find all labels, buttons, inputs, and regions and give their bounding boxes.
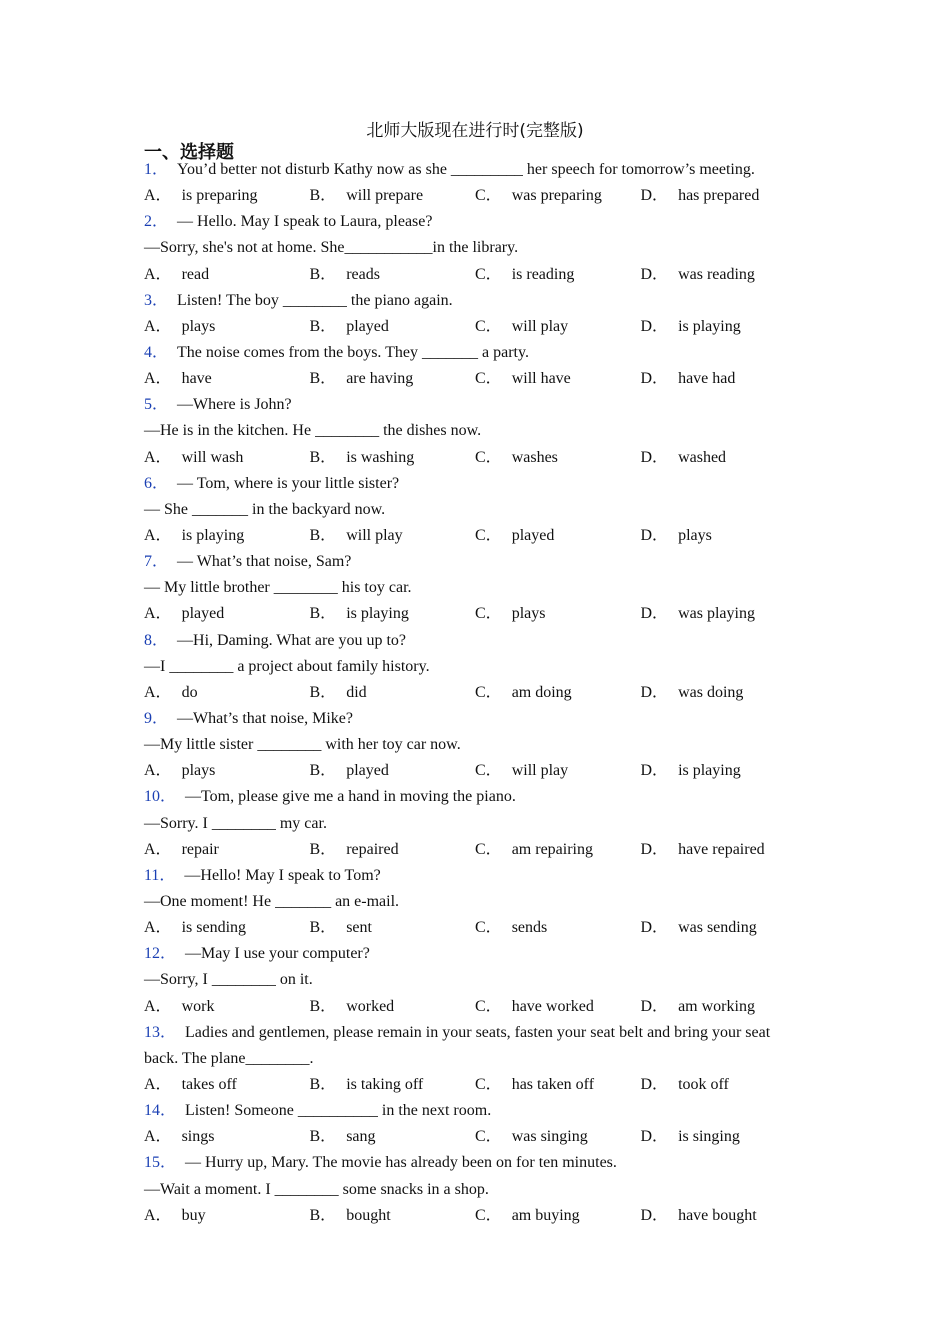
question-number: 5． [144, 396, 169, 414]
option-letter: A． [144, 840, 172, 858]
answer-options [144, 523, 804, 549]
question-number: 2． [144, 213, 169, 231]
option-letter: B． [309, 605, 337, 623]
answer-option-b[interactable] [310, 601, 476, 627]
question-item [144, 628, 804, 706]
option-letter: D． [640, 317, 669, 335]
answer-option-c[interactable] [475, 1203, 641, 1229]
question-item [144, 784, 804, 862]
option-text: bought [346, 1206, 391, 1224]
question-text: —May I use your computer? [185, 945, 370, 963]
answer-option-b[interactable] [310, 183, 476, 209]
option-text: played [346, 762, 389, 780]
question-item [144, 288, 804, 340]
option-letter: D． [640, 683, 669, 701]
question-text: —Hi, Daming. What are you up to? [177, 631, 406, 649]
section-heading: 一、选择题 [144, 142, 234, 163]
option-letter: C． [475, 1075, 502, 1093]
answer-option-a[interactable] [144, 915, 310, 941]
option-letter: A． [144, 265, 172, 283]
option-text: have bought [678, 1206, 757, 1224]
question-number: 3． [144, 291, 169, 309]
question-item [144, 209, 804, 287]
question-item [144, 1020, 804, 1098]
option-text: buy [181, 1206, 206, 1224]
option-letter: D． [640, 605, 669, 623]
question-stem [144, 628, 804, 654]
answer-option-a[interactable] [144, 314, 310, 340]
option-letter: A． [144, 370, 172, 388]
option-text: will play [511, 317, 569, 335]
answer-option-b[interactable] [310, 837, 476, 863]
option-text: played [511, 526, 555, 544]
answer-option-b[interactable] [310, 758, 476, 784]
option-letter: A． [144, 1075, 172, 1093]
answer-option-c[interactable] [475, 1124, 641, 1150]
question-dialogue-line [144, 575, 804, 601]
question-text: The noise comes from the boys. They _______ a party. [177, 343, 529, 361]
question-dialogue-line [144, 418, 804, 444]
question-stem [144, 1098, 804, 1124]
option-text: washed [678, 448, 727, 466]
option-text: sings [181, 1128, 215, 1146]
option-letter: B． [309, 187, 337, 205]
option-letter: C． [475, 605, 502, 623]
option-text: am repairing [511, 840, 593, 858]
option-letter: D． [640, 448, 669, 466]
option-letter: B． [309, 840, 337, 858]
question-stem [144, 784, 804, 810]
option-text: sends [511, 919, 548, 937]
question-text: — Tom, where is your little sister? [177, 474, 400, 492]
answer-option-d[interactable] [641, 1203, 807, 1229]
option-text: will have [511, 370, 571, 388]
answer-option-b[interactable] [310, 994, 476, 1020]
option-letter: C． [475, 919, 502, 937]
answer-option-a[interactable] [144, 1203, 310, 1229]
answer-option-a[interactable] [144, 994, 310, 1020]
question-stem [144, 340, 804, 366]
answer-option-b[interactable] [310, 1072, 476, 1098]
question-stem [144, 706, 804, 732]
answer-options [144, 758, 804, 784]
answer-options [144, 366, 804, 392]
option-text: has taken off [511, 1075, 595, 1093]
question-dialogue-line [144, 889, 804, 915]
option-letter: B． [309, 919, 337, 937]
question-number: 1． [144, 161, 169, 178]
option-text: have had [678, 370, 736, 388]
option-letter: C． [475, 448, 502, 466]
option-letter: A． [144, 919, 172, 937]
question-item [144, 157, 804, 209]
option-letter: B． [309, 762, 337, 780]
question-item [144, 471, 804, 549]
question-number: 15． [144, 1154, 177, 1172]
option-letter: B． [309, 317, 337, 335]
question-text: Ladies and gentlemen, please remain in your seats, fasten your seat belt and bring your seat back. The plane________. [144, 1023, 771, 1067]
option-text: washes [511, 448, 558, 466]
option-text: was sending [678, 919, 757, 937]
answer-option-c[interactable] [475, 262, 641, 288]
option-text: will wash [181, 448, 244, 466]
question-text: —Wait a moment. I ________ some snacks in a shop. [144, 1180, 489, 1198]
option-letter: C． [475, 1206, 502, 1224]
option-letter: C． [475, 265, 502, 283]
question-number: 9． [144, 709, 169, 727]
question-text: —What’s that noise, Mike? [177, 709, 353, 727]
option-text: is singing [678, 1128, 740, 1146]
option-text: is reading [511, 265, 575, 283]
option-text: sang [346, 1128, 376, 1146]
option-letter: D． [640, 762, 669, 780]
option-letter: D． [640, 526, 669, 544]
option-text: plays [678, 526, 712, 544]
question-text: —Where is John? [177, 396, 292, 414]
option-letter: C． [475, 1128, 502, 1146]
question-number: 8． [144, 631, 169, 649]
answer-options [144, 183, 804, 209]
question-stem [144, 209, 804, 235]
option-text: was doing [678, 683, 744, 701]
question-text: — Hello. May I speak to Laura, please? [177, 213, 433, 231]
answer-option-b[interactable] [310, 262, 476, 288]
option-text: worked [346, 997, 395, 1015]
page-title: 北师大版现在进行时(完整版) [366, 121, 584, 141]
question-text: — Hurry up, Mary. The movie has already been on for ten minutes. [185, 1154, 617, 1172]
option-letter: A． [144, 1206, 172, 1224]
option-text: is playing [346, 605, 409, 623]
question-text: Listen! The boy ________ the piano again. [177, 291, 453, 309]
answer-option-a[interactable] [144, 366, 310, 392]
question-stem [144, 288, 804, 314]
answer-option-a[interactable] [144, 1072, 310, 1098]
option-text: are having [346, 370, 414, 388]
answer-option-a[interactable] [144, 523, 310, 549]
answer-option-b[interactable] [310, 445, 476, 471]
option-letter: B． [309, 448, 337, 466]
option-letter: D． [640, 1128, 669, 1146]
answer-option-d[interactable] [641, 1124, 807, 1150]
option-text: plays [511, 605, 546, 623]
option-letter: A． [144, 605, 172, 623]
answer-option-d[interactable] [641, 994, 807, 1020]
question-item [144, 706, 804, 784]
option-letter: A． [144, 526, 172, 544]
question-dialogue-line [144, 235, 804, 261]
question-number: 11． [144, 866, 176, 884]
question-text: — She _______ in the backyard now. [144, 500, 386, 518]
answer-option-b[interactable] [310, 680, 476, 706]
answer-option-c[interactable] [475, 183, 641, 209]
option-letter: C． [475, 187, 502, 205]
option-text: played [346, 317, 389, 335]
option-text: takes off [181, 1075, 237, 1093]
question-dialogue-line [144, 1177, 804, 1203]
answer-option-d[interactable] [641, 523, 807, 549]
question-list [144, 157, 804, 1229]
question-stem [144, 471, 804, 497]
question-stem [144, 1150, 804, 1176]
question-text: Listen! Someone __________ in the next room. [185, 1102, 492, 1120]
question-item [144, 863, 804, 941]
answer-option-d[interactable] [641, 680, 807, 706]
option-text: plays [181, 762, 216, 780]
question-item [144, 340, 804, 392]
option-letter: C． [475, 317, 502, 335]
option-letter: C． [475, 370, 502, 388]
option-text: repair [181, 840, 219, 858]
option-text: took off [678, 1075, 729, 1093]
option-letter: B． [309, 1075, 337, 1093]
answer-options [144, 601, 804, 627]
answer-options [144, 1203, 804, 1229]
answer-option-d[interactable] [641, 314, 807, 340]
answer-option-c[interactable] [475, 758, 641, 784]
answer-option-a[interactable] [144, 680, 310, 706]
answer-option-d[interactable] [641, 758, 807, 784]
answer-options [144, 1072, 804, 1098]
option-text: played [181, 605, 225, 623]
answer-option-b[interactable] [310, 915, 476, 941]
option-letter: A． [144, 762, 172, 780]
question-text: —Sorry, she's not at home. She___________in the library. [144, 239, 519, 257]
option-letter: D． [640, 997, 669, 1015]
option-text: repaired [346, 840, 399, 858]
option-text: is playing [678, 762, 741, 780]
option-text: reads [346, 265, 380, 283]
question-number: 6． [144, 474, 169, 492]
option-text: has prepared [678, 187, 760, 205]
option-letter: D． [640, 840, 669, 858]
question-dialogue-line [144, 654, 804, 680]
question-item [144, 941, 804, 1019]
option-text: is washing [346, 448, 415, 466]
question-number: 7． [144, 553, 169, 571]
option-letter: D． [640, 919, 669, 937]
question-text: —I ________ a project about family history. [144, 657, 430, 675]
option-letter: A． [144, 317, 172, 335]
question-dialogue-line [144, 811, 804, 837]
option-letter: A． [144, 448, 172, 466]
answer-option-d[interactable] [641, 183, 807, 209]
option-letter: A． [144, 1128, 172, 1146]
option-text: have repaired [678, 840, 765, 858]
question-text: —Sorry, I ________ on it. [144, 971, 313, 989]
question-text: —Tom, please give me a hand in moving the piano. [185, 788, 516, 806]
answer-option-c[interactable] [475, 445, 641, 471]
answer-options [144, 915, 804, 941]
option-letter: D． [640, 1075, 669, 1093]
option-text: was playing [678, 605, 755, 623]
question-text: —Sorry. I ________ my car. [144, 814, 327, 832]
question-number: 14． [144, 1102, 177, 1120]
question-dialogue-line [144, 967, 804, 993]
question-dialogue-line [144, 732, 804, 758]
question-text: — What’s that noise, Sam? [177, 553, 352, 571]
question-text: — My little brother ________ his toy car. [144, 579, 412, 597]
option-text: was reading [678, 265, 755, 283]
option-letter: C． [475, 526, 502, 544]
option-text: read [181, 265, 210, 283]
answer-option-c[interactable] [475, 680, 641, 706]
answer-options [144, 994, 804, 1020]
option-letter: B． [309, 1206, 337, 1224]
option-text: will play [511, 762, 569, 780]
question-dialogue-line [144, 497, 804, 523]
answer-option-b[interactable] [310, 366, 476, 392]
question-number: 10． [144, 788, 177, 806]
option-text: is playing [181, 526, 245, 544]
answer-option-c[interactable] [475, 915, 641, 941]
option-letter: C． [475, 683, 502, 701]
option-letter: B． [309, 997, 337, 1015]
question-stem [144, 1020, 804, 1072]
answer-option-d[interactable] [641, 837, 807, 863]
question-stem [144, 392, 804, 418]
question-item [144, 549, 804, 627]
option-text: have worked [511, 997, 594, 1015]
option-text: is preparing [181, 187, 258, 205]
question-item [144, 1098, 804, 1150]
answer-option-b[interactable] [310, 1124, 476, 1150]
question-item [144, 392, 804, 470]
option-text: sent [346, 919, 372, 937]
answer-option-a[interactable] [144, 183, 310, 209]
question-stem [144, 549, 804, 575]
question-stem [144, 863, 804, 889]
option-letter: C． [475, 997, 502, 1015]
option-text: was preparing [511, 187, 602, 205]
answer-options [144, 680, 804, 706]
option-letter: C． [475, 762, 502, 780]
answer-option-a[interactable] [144, 445, 310, 471]
option-text: was singing [511, 1128, 588, 1146]
option-letter: B． [309, 526, 337, 544]
answer-option-d[interactable] [641, 1072, 807, 1098]
answer-option-a[interactable] [144, 837, 310, 863]
option-text: am doing [511, 683, 572, 701]
option-text: is playing [678, 317, 741, 335]
option-text: did [346, 683, 367, 701]
answer-option-c[interactable] [475, 837, 641, 863]
question-number: 4． [144, 343, 169, 361]
answer-option-c[interactable] [475, 601, 641, 627]
answer-options [144, 314, 804, 340]
option-text: will play [346, 526, 403, 544]
option-text: am working [678, 997, 755, 1015]
answer-option-d[interactable] [641, 366, 807, 392]
option-text: is sending [181, 919, 247, 937]
option-text: do [181, 683, 198, 701]
option-text: will prepare [346, 187, 424, 205]
answer-option-a[interactable] [144, 601, 310, 627]
option-letter: B． [309, 1128, 337, 1146]
answer-options [144, 837, 804, 863]
option-letter: A． [144, 187, 172, 205]
question-text: —He is in the kitchen. He ________ the dishes now. [144, 422, 482, 440]
question-text: —Hello! May I speak to Tom? [184, 866, 381, 884]
option-letter: D． [640, 187, 669, 205]
answer-option-a[interactable] [144, 758, 310, 784]
option-letter: B． [309, 683, 337, 701]
answer-option-b[interactable] [310, 314, 476, 340]
answer-option-c[interactable] [475, 1072, 641, 1098]
option-text: plays [181, 317, 216, 335]
option-text: is taking off [346, 1075, 424, 1093]
option-letter: A． [144, 997, 172, 1015]
option-letter: A． [144, 683, 172, 701]
answer-option-a[interactable] [144, 262, 310, 288]
answer-option-d[interactable] [641, 915, 807, 941]
question-text: —My little sister ________ with her toy car now. [144, 736, 461, 754]
question-number: 13． [144, 1023, 177, 1041]
answer-option-b[interactable] [310, 523, 476, 549]
option-text: am buying [511, 1206, 580, 1224]
answer-option-c[interactable] [475, 314, 641, 340]
question-text: —One moment! He _______ an e-mail. [144, 892, 400, 910]
answer-option-c[interactable] [475, 366, 641, 392]
option-letter: D． [640, 265, 669, 283]
question-item [144, 1150, 804, 1228]
question-stem [144, 157, 804, 183]
option-letter: B． [309, 370, 337, 388]
answer-options [144, 445, 804, 471]
answer-option-d[interactable] [641, 445, 807, 471]
option-letter: C． [475, 840, 502, 858]
answer-option-d[interactable] [641, 601, 807, 627]
answer-option-b[interactable] [310, 1203, 476, 1229]
option-text: work [181, 997, 215, 1015]
answer-options [144, 262, 804, 288]
question-text: You’d better not disturb Kathy now as she _________ her speech for tomorrow’s meeting. [177, 161, 755, 178]
option-letter: D． [640, 370, 669, 388]
option-letter: D． [640, 1206, 669, 1224]
answer-option-c[interactable] [475, 523, 641, 549]
question-stem [144, 941, 804, 967]
answer-option-d[interactable] [641, 262, 807, 288]
answer-options [144, 1124, 804, 1150]
answer-option-c[interactable] [475, 994, 641, 1020]
option-letter: B． [309, 265, 337, 283]
answer-option-a[interactable] [144, 1124, 310, 1150]
option-text: have [181, 370, 212, 388]
question-number: 12． [144, 945, 177, 963]
